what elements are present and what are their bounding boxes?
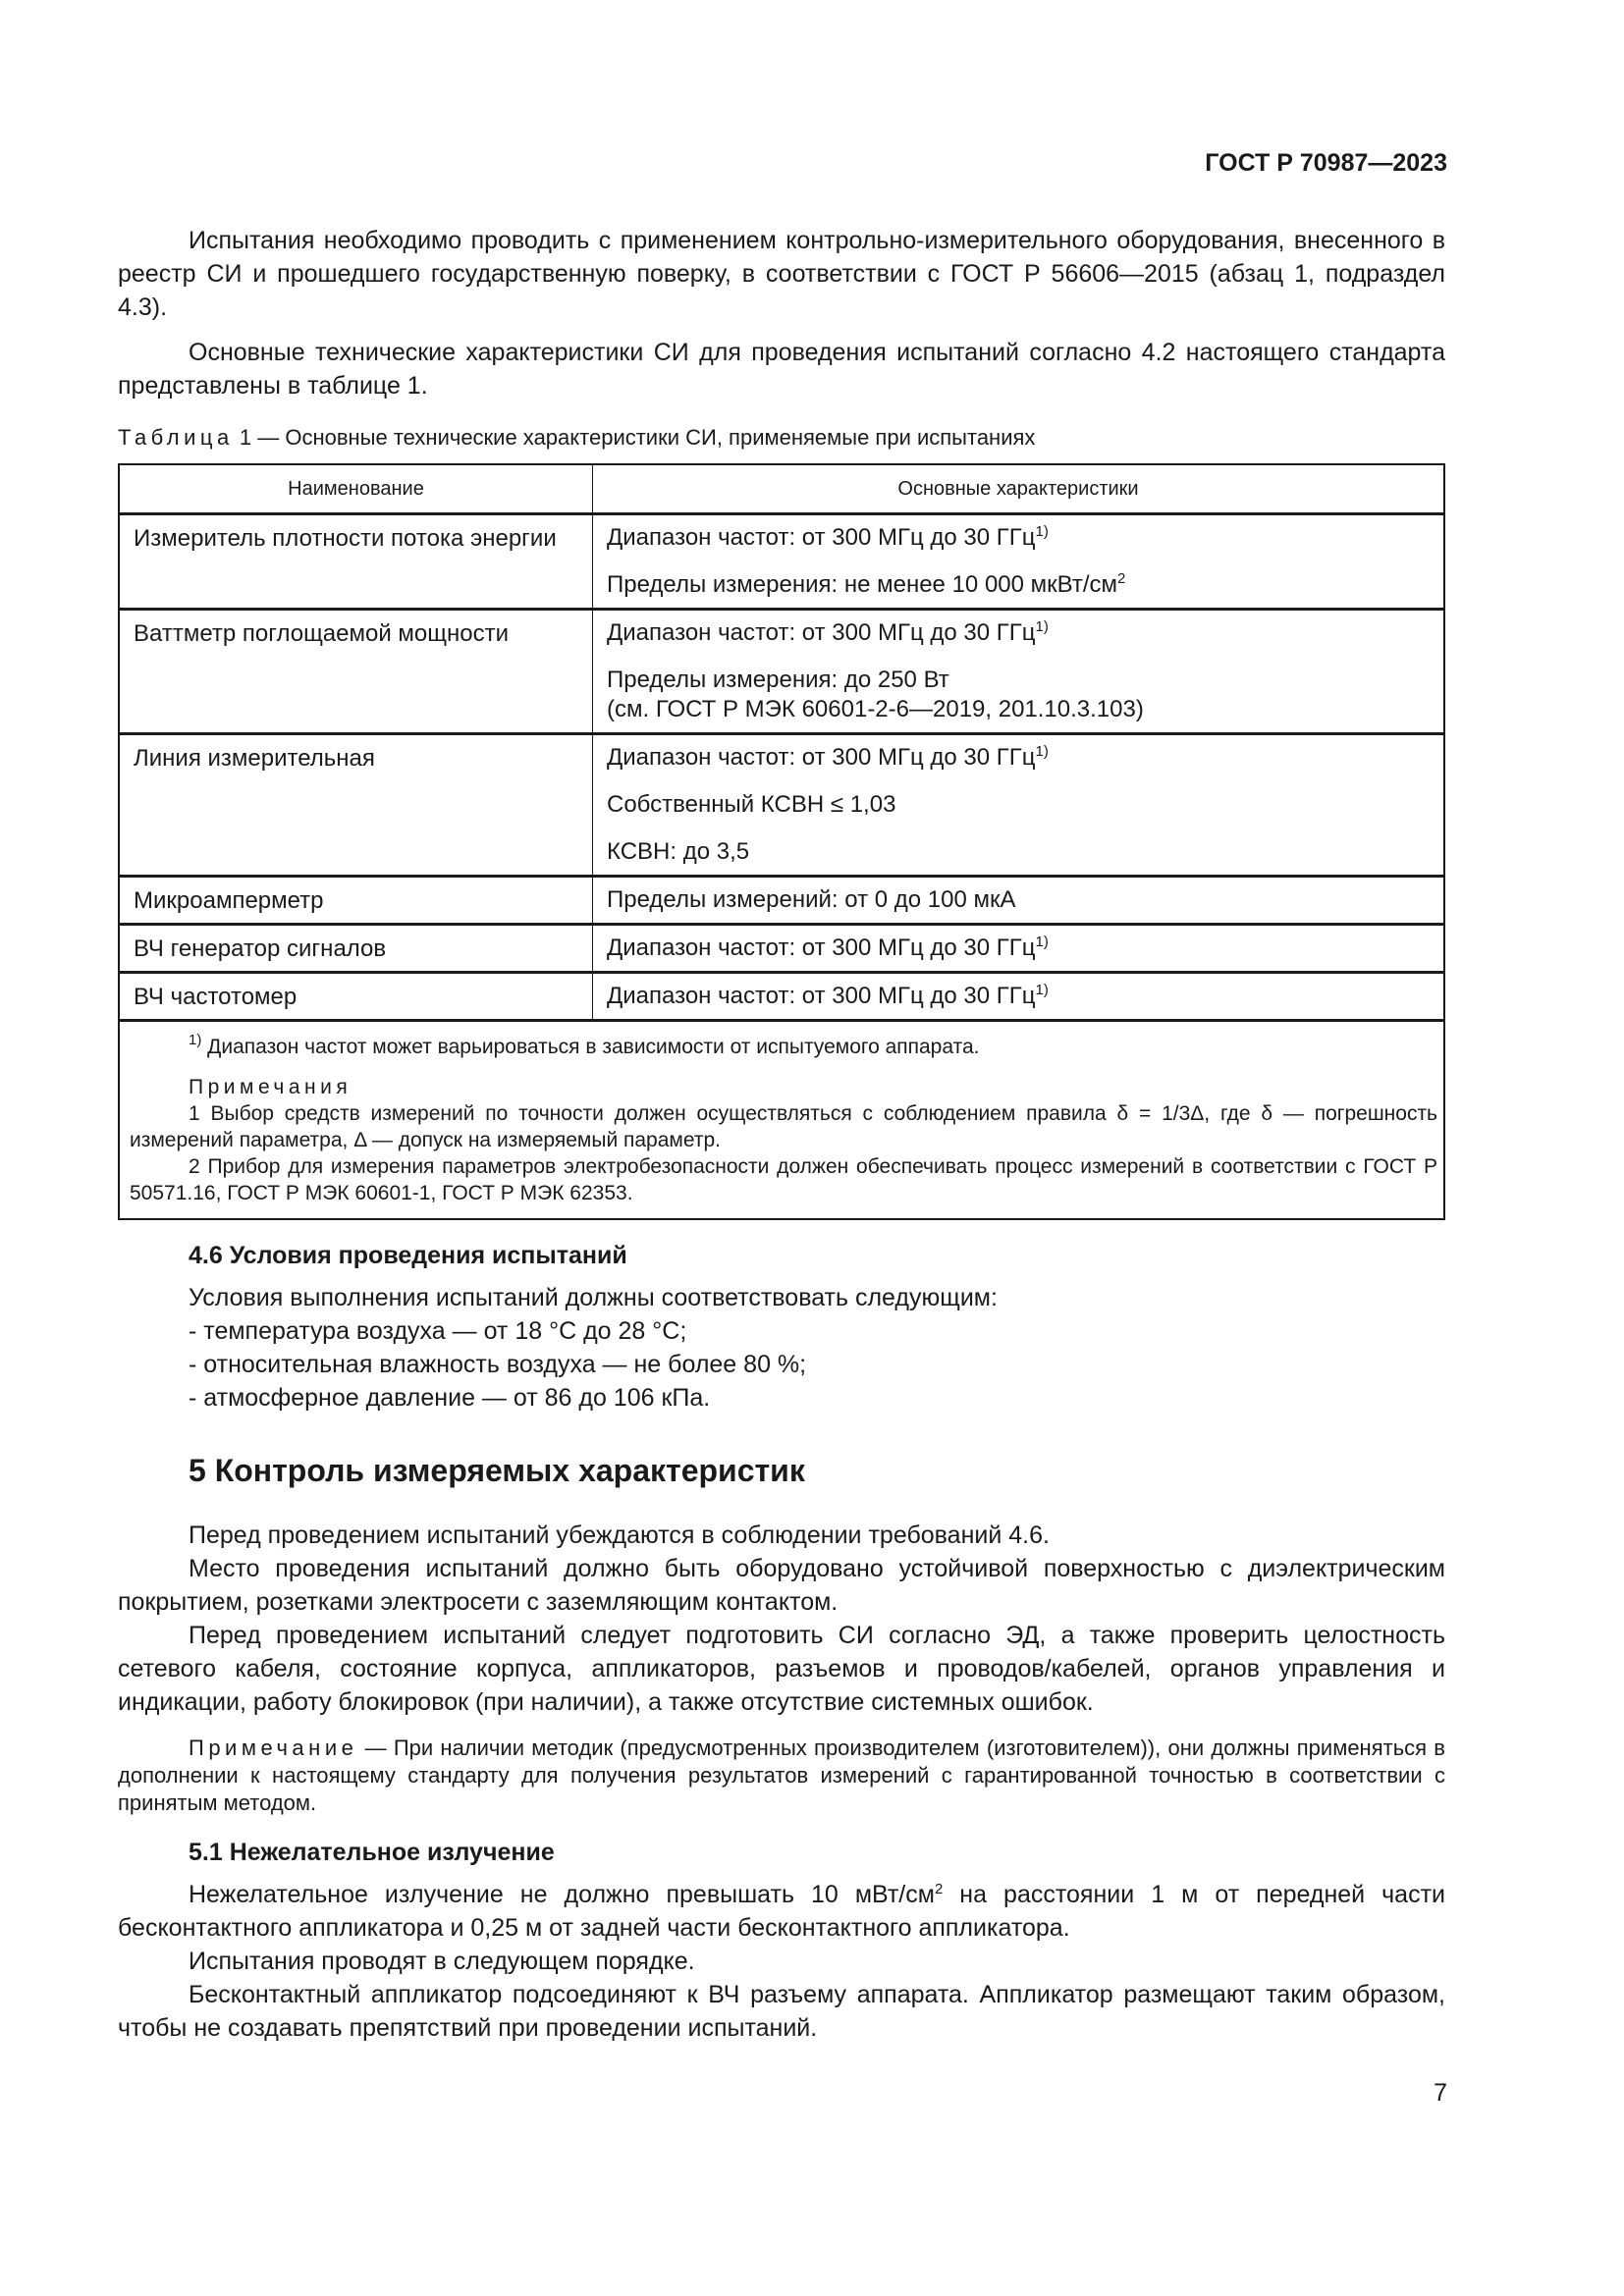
section-5-1-heading: 5.1 Нежелательное излучение <box>189 1839 555 1866</box>
section-5-paragraph: Место проведения испытаний должно быть оборудовано устойчивой поверхностью с диэлектрическим покрытием, розетками электросети с заземляющим контактом. <box>118 1555 1445 1616</box>
table-notes-row <box>119 1021 1444 1220</box>
list-item: - атмосферное давление — от 86 до 106 кПа. <box>189 1384 711 1412</box>
row-name: ВЧ генератор сигналов <box>119 925 593 973</box>
equipment-characteristics-table <box>118 463 1445 1220</box>
list-item: - температура воздуха — от 18 °С до 28 °С; <box>189 1317 687 1345</box>
note-label: Примечание <box>189 1735 358 1760</box>
row-characteristics <box>593 877 1445 925</box>
table-caption-label: Таблица <box>118 425 234 450</box>
section-5-1-paragraph: Нежелательное излучение не должно превышать 10 мВт/$см^2$ на расстоянии 1 м от передней части бесконтактного аппликатора и 0,25 м от задней части бесконтактного аппликатора. <box>118 1881 1445 1942</box>
row-characteristics <box>593 610 1445 734</box>
note-item: 1 Выбор средств измерений по точности должен осуществляться с соблюдением правила δ = 1/3Δ, где δ — погрешность измерений параметра, Δ — допуск на измеряемый параметр. <box>130 1102 1437 1151</box>
characteristic-line: КСВН: до 3,5 <box>607 838 750 865</box>
section-5-paragraph: Перед проведением испытаний следует подготовить СИ согласно ЭД, а также проверить целостность сетевого кабеля, состояние корпуса, аппликаторов, разъемов и проводов/кабелей, органов управления и индикации, работу блокировок (при наличии), а также отсутствие системных ошибок. <box>118 1622 1445 1716</box>
characteristic-line: Диапазон частот: от 300 МГц до 30 ГГц$^{1)}$ <box>607 618 1049 646</box>
characteristic-line: Диапазон частот: от 300 МГц до 30 ГГц$^{1)}$ <box>607 934 1049 961</box>
row-characteristics <box>593 514 1445 610</box>
row-name: Ваттметр поглощаемой мощности <box>119 610 593 734</box>
table-caption-text: 1 — Основные технические характеристики СИ, применяемые при испытаниях <box>233 425 1036 450</box>
section-5-1-paragraph: Бесконтактный аппликатор подсоединяют к ВЧ разъему аппарата. Аппликатор размещают таким образом, чтобы не создавать препятствий при проведении испытаний. <box>118 1981 1445 2042</box>
column-header-name: Наименование <box>119 464 593 514</box>
characteristic-line: Пределы измерений: от 0 до 100 мкА <box>607 886 1016 913</box>
intro-paragraph-1: Испытания необходимо проводить с применением контрольно-измерительного оборудования, внесенного в реестр СИ и прошедшего государственную поверку, в соответствии с ГОСТ Р 56606—2015 (абзац 1, подраздел 4.3). <box>118 227 1445 321</box>
section-5-note <box>118 1735 1445 1817</box>
section-4-6-intro: Условия выполнения испытаний должны соответствовать следующим: <box>189 1284 998 1311</box>
table-row <box>119 514 1444 610</box>
note-text: — При наличии методик (предусмотренных производителем (изготовителем)), они должны применяться в дополнении к настоящему стандарту для получения результатов измерений с гарантированной точностью в соответствии с принятым методом. <box>118 1735 1445 1815</box>
row-characteristics <box>593 734 1445 877</box>
note-item: 2 Прибор для измерения параметров электробезопасности должен обеспечивать процесс измерений в соответствии с ГОСТ Р 50571.16, ГОСТ Р МЭК 60601-1, ГОСТ Р МЭК 62353. <box>130 1155 1437 1204</box>
characteristic-line: Пределы измерения: до 250 Вт (см. ГОСТ Р МЭК 60601-2-6—2019, 201.10.3.103) <box>607 667 1144 722</box>
characteristic-line: Пределы измерения: не менее 10 000 мкВт/$см^2$ <box>607 570 1126 598</box>
table-footnote: $^{1)}$ Диапазон частот может варьироваться в зависимости от испытуемого аппарата. <box>189 1032 980 1058</box>
notes-heading: Примечания <box>189 1076 352 1098</box>
table-caption <box>118 424 1445 452</box>
table-row <box>119 877 1444 925</box>
table-header-row <box>119 464 1444 514</box>
table-row <box>119 973 1444 1021</box>
row-name: Микроамперметр <box>119 877 593 925</box>
column-header-characteristics: Основные характеристики <box>593 464 1445 514</box>
characteristic-line: Диапазон частот: от 300 МГц до 30 ГГц$^{1)}$ <box>607 523 1049 551</box>
table-row <box>119 734 1444 877</box>
intro-paragraph-2: Основные технические характеристики СИ для проведения испытаний согласно 4.2 настоящего стандарта представлены в таблице 1. <box>118 339 1445 400</box>
characteristic-line: Диапазон частот: от 300 МГц до 30 ГГц$^{1)}$ <box>607 743 1049 771</box>
page-content <box>118 224 1445 2045</box>
section-4-6-heading: 4.6 Условия проведения испытаний <box>189 1242 627 1269</box>
page-number: 7 <box>1434 2079 1447 2107</box>
row-name: Измеритель плотности потока энергии <box>119 514 593 610</box>
row-name: ВЧ частотомер <box>119 973 593 1021</box>
table-row <box>119 610 1444 734</box>
document-id-header: ГОСТ Р 70987—2023 <box>1205 149 1447 177</box>
section-5-heading: 5 Контроль измеряемых характеристик <box>189 1453 805 1488</box>
table-notes <box>119 1021 1444 1220</box>
section-5-paragraph: Перед проведением испытаний убеждаются в соблюдении требований 4.6. <box>189 1522 1050 1549</box>
row-characteristics <box>593 925 1445 973</box>
list-item: - относительная влажность воздуха — не более 80 %; <box>189 1351 807 1378</box>
row-characteristics <box>593 973 1445 1021</box>
section-5-1-paragraph: Испытания проводят в следующем порядке. <box>189 1948 695 1975</box>
characteristic-line: Диапазон частот: от 300 МГц до 30 ГГц$^{1)}$ <box>607 982 1049 1009</box>
characteristic-line: Собственный КСВН ≤ 1,03 <box>607 791 896 818</box>
table-row <box>119 925 1444 973</box>
row-name: Линия измерительная <box>119 734 593 877</box>
